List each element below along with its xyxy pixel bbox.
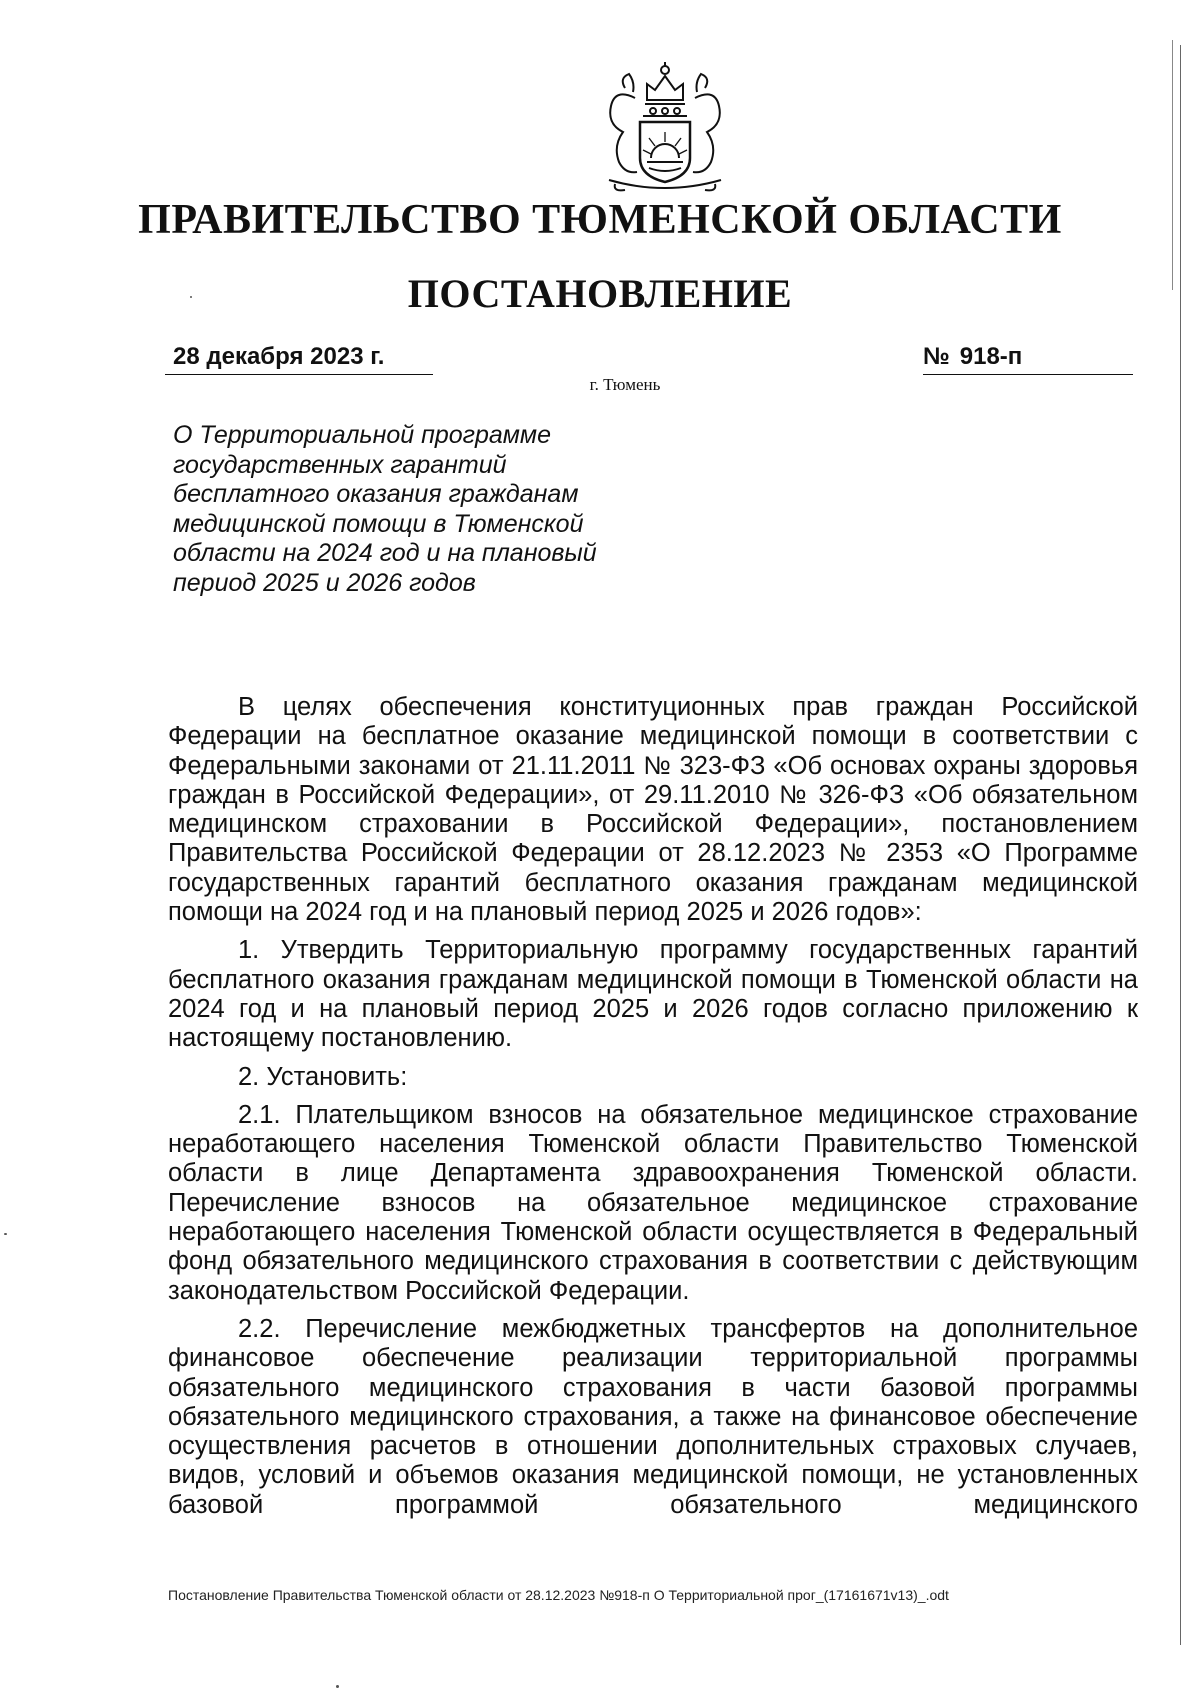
document-body [168, 693, 1138, 1529]
subject-line: О Территориальной программе [173, 421, 551, 449]
document-date: 28 декабря 2023 г. [165, 343, 433, 375]
preamble-paragraph: В целях обеспечения конституционных прав граждан Российской Федерации на бесплатное оказание медицинской помощи в соответствии с Федеральными законами от 21.11.2011 № 323-ФЗ «Об основах охраны здоровья граждан в Российской Федерации», от 29.11.2010 № 326-ФЗ «Об обязательном медицинском страховании в Российской Федерации», постановлением Правительства Российской Федерации от 28.12.2023 № 2353 «О Программе государственных гарантий бесплатного оказания гражданам медицинской помощи на 2024 год и на плановый период 2025 и 2026 годов»: [168, 693, 1138, 927]
document-city: г. Тюмень [589, 375, 661, 394]
scan-edge-line-top [1172, 40, 1173, 290]
scan-speck [336, 1685, 339, 1688]
subject-line: медицинской помощи в Тюменской [173, 509, 584, 538]
subject-line: области на 2024 год и на плановый [173, 539, 597, 567]
subject-line: государственных гарантий [173, 450, 507, 479]
subject-line: период 2025 и 2026 годов [173, 568, 476, 597]
scan-speck [190, 296, 192, 298]
document-subject [173, 421, 643, 598]
clause-1-paragraph: 1. Утвердить Территориальную программу государственных гарантий бесплатного оказания гражданам медицинской помощи в Тюменской области на 2024 год и на плановый период 2025 и 2026 годов согласно приложению к настоящему постановлению. [168, 936, 1138, 1053]
number-sign: № [923, 343, 950, 370]
government-title: ПРАВИТЕЛЬСТВО ТЮМЕНСКОЙ ОБЛАСТИ [138, 197, 1062, 243]
number-value: 918-п [959, 343, 1023, 370]
tyumen-coat-of-arms-icon [585, 58, 745, 193]
file-footer: Постановление Правительства Тюменской области от 28.12.2023 №918-п О Территориальной прог_(17161671v13)_.odt [168, 1587, 949, 1603]
scan-speck [4, 1233, 7, 1235]
clause-2-1-paragraph: 2.1. Плательщиком взносов на обязательное медицинское страхование неработающего населения Тюменской области Правительство Тюменской области в лице Департамента здравоохранения Тюменской области. Перечисление взносов на обязательное медицинское страхование неработающего населения Тюменской области осуществляется в Федеральный фонд обязательного медицинского страхования в соответствии с действующим законодательством Российской Федерации. [168, 1100, 1138, 1305]
clause-2-paragraph: 2. Установить: [238, 1062, 408, 1091]
clause-2-2-paragraph: 2.2. Перечисление межбюджетных трансфертов на дополнительное финансовое обеспечение реализации территориальной программы обязательного медицинского страхования в части базовой программы обязательного медицинского страхования, а также на финансовое обеспечение осуществления расчетов в отношении дополнительных страховых случаев, видов, условий и объемов оказания медицинской помощи, не установленных базовой программой обязательного медицинского [168, 1314, 1138, 1519]
document-number [923, 343, 1133, 375]
document-type: ПОСТАНОВЛЕНИЕ [407, 271, 793, 316]
subject-line: бесплатного оказания гражданам [173, 480, 579, 508]
